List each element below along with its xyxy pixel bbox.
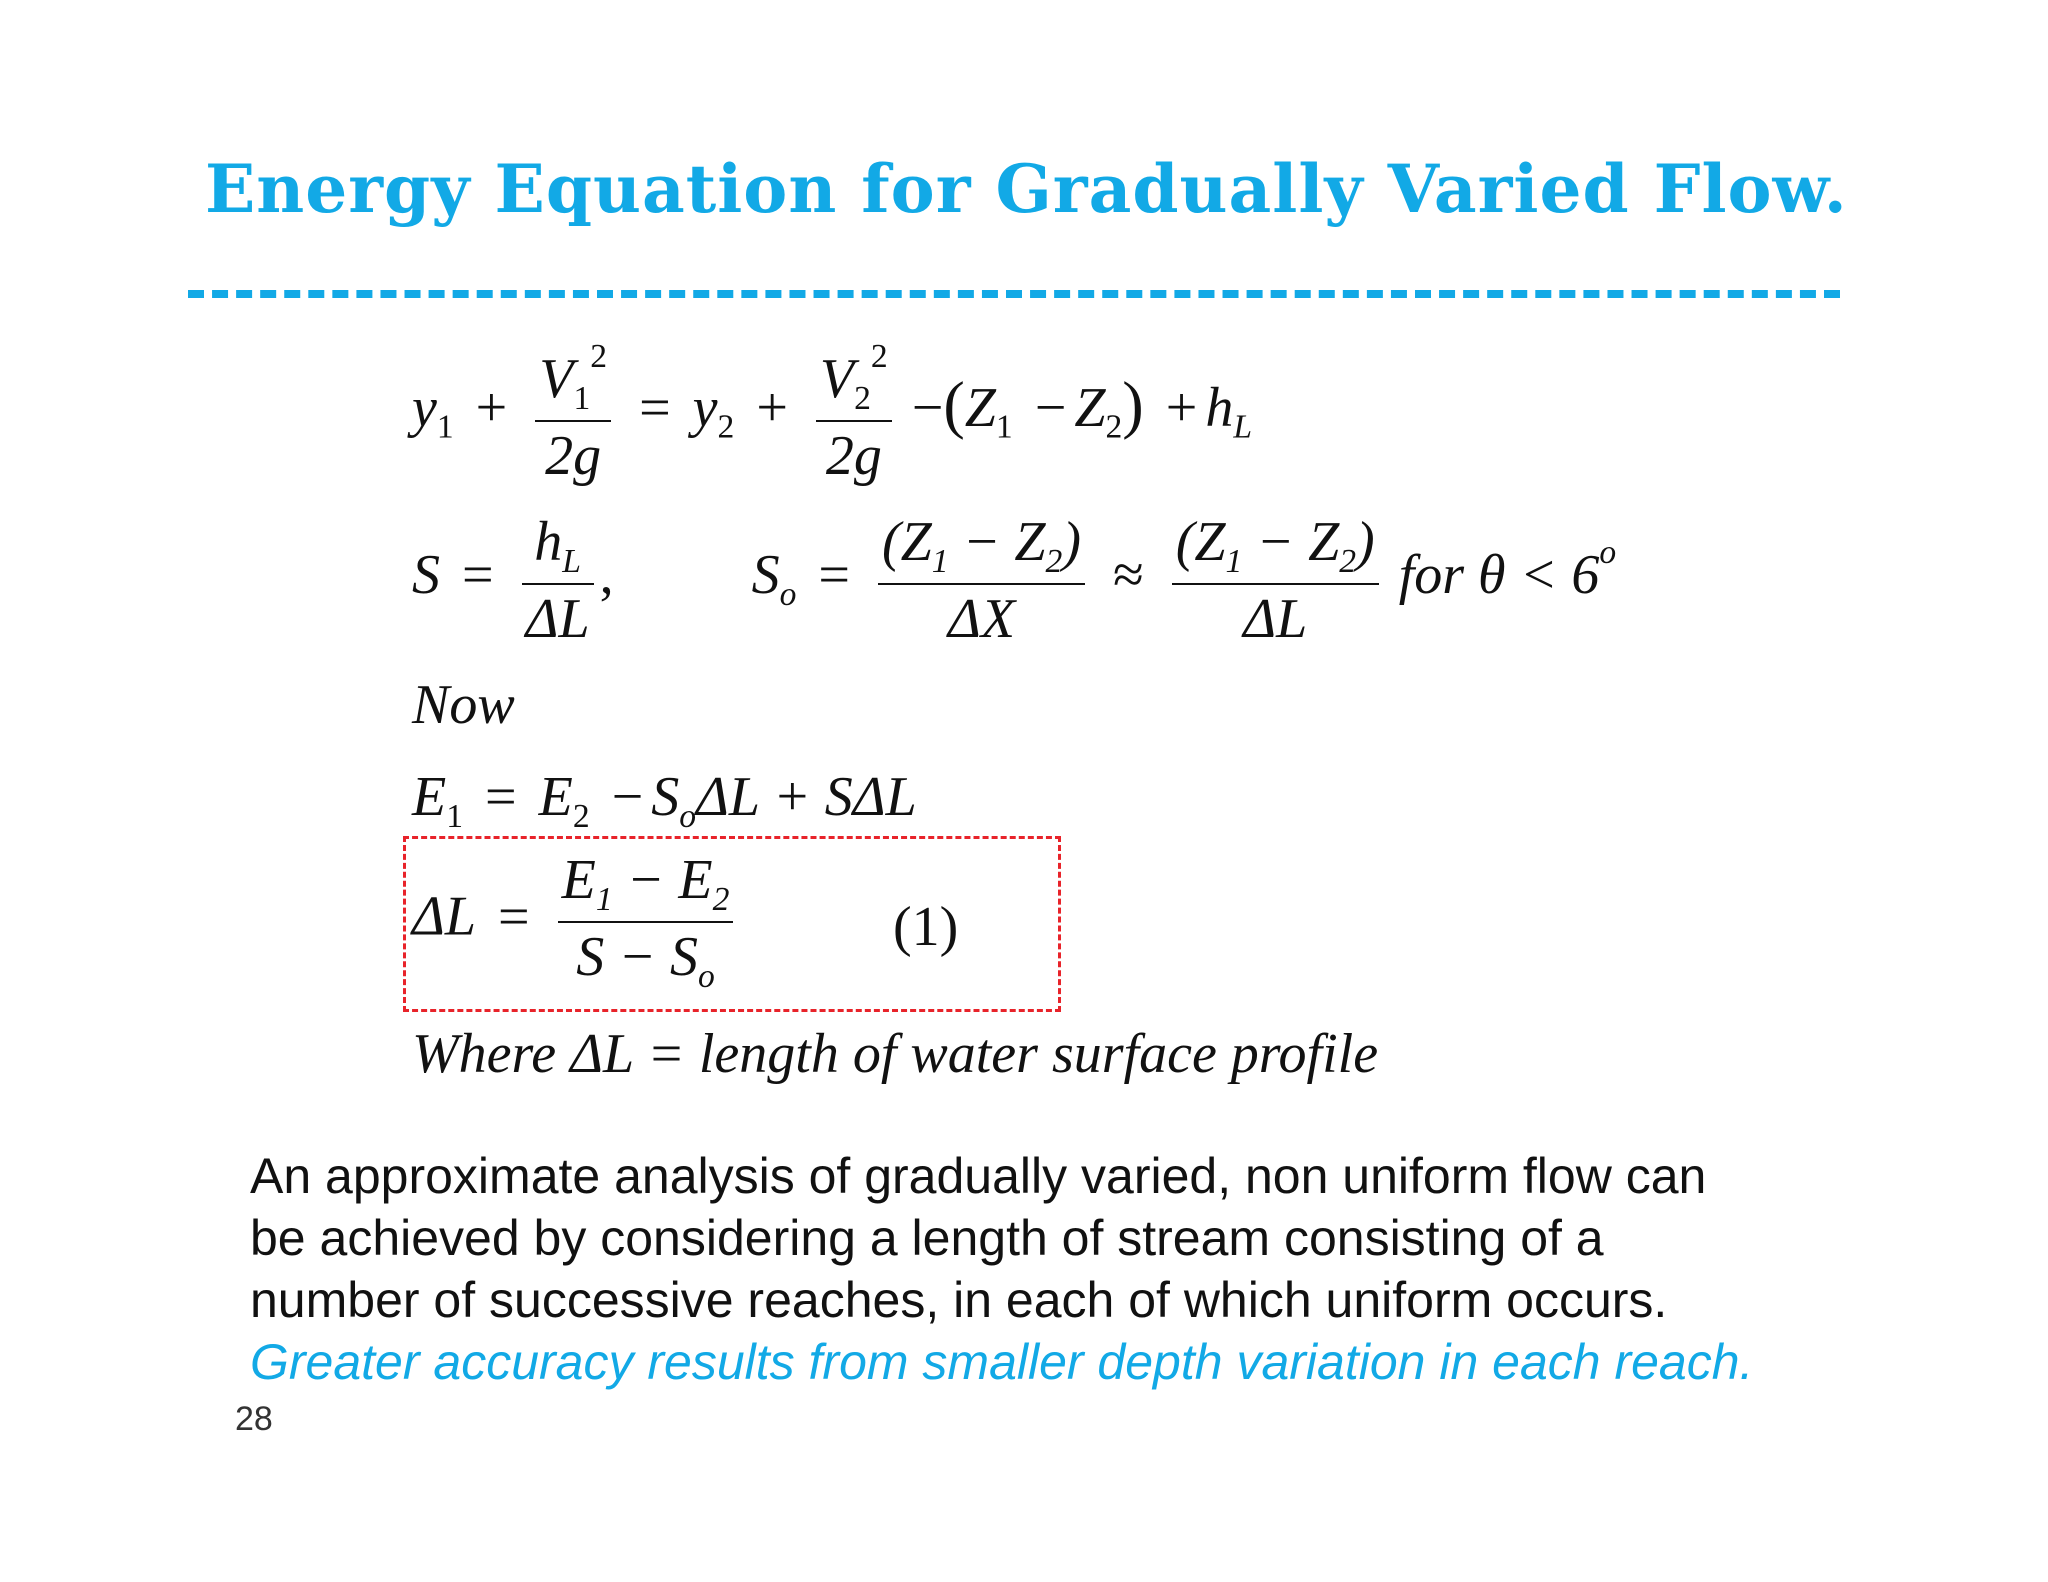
paragraph-line-3: number of successive reaches, in each of which uniform occurs. bbox=[250, 1272, 1668, 1328]
so-3: S bbox=[651, 766, 680, 828]
v2-denominator: 2g bbox=[825, 424, 882, 487]
reach-length-fraction bbox=[558, 848, 734, 996]
so: S bbox=[751, 544, 780, 607]
num-e1: E bbox=[561, 849, 596, 911]
z2: Z bbox=[1074, 376, 1106, 439]
hl-num-sub: L bbox=[562, 542, 581, 580]
plus-1: + bbox=[475, 376, 508, 439]
v2-fraction bbox=[816, 338, 892, 488]
paragraph-line-2: be achieved by considering a length of stream consisting of a bbox=[250, 1210, 1604, 1266]
approx: ≈ bbox=[1112, 544, 1144, 607]
page-number: 28 bbox=[235, 1400, 273, 1438]
explanation-paragraph bbox=[250, 1145, 1850, 1393]
plus-3: + bbox=[1165, 376, 1198, 439]
z-num-1-sub: 1 bbox=[931, 542, 949, 580]
plus-2: + bbox=[756, 376, 788, 439]
v1-denominator: 2g bbox=[545, 424, 602, 487]
hl-num: h bbox=[534, 511, 563, 573]
v1-fraction bbox=[535, 338, 611, 488]
z1: Z bbox=[964, 376, 996, 439]
slide-title: Energy Equation for Gradually Varied Flow. bbox=[205, 150, 1848, 228]
minus-1: − bbox=[911, 376, 944, 439]
hl-sub: L bbox=[1233, 408, 1252, 446]
y1: y bbox=[412, 376, 437, 439]
y2-sub: 2 bbox=[717, 408, 735, 446]
z-num-mid: − Z bbox=[948, 511, 1046, 573]
now-label: Now bbox=[412, 674, 515, 736]
dl-lhs: ΔL bbox=[412, 885, 477, 948]
equals-1: = bbox=[639, 376, 671, 439]
slope-equations bbox=[412, 510, 1616, 651]
z1-sub: 1 bbox=[995, 408, 1013, 446]
angle-condition: for θ < 6 bbox=[1398, 544, 1600, 607]
paren-close: ) bbox=[1122, 368, 1144, 440]
z-num-close-b: ) bbox=[1356, 511, 1375, 573]
v2-sub: 2 bbox=[854, 379, 871, 417]
minus-3: − bbox=[611, 766, 644, 828]
z-num-2b-sub: 2 bbox=[1339, 542, 1357, 580]
num-e1-sub: 1 bbox=[595, 880, 613, 918]
z-num-1: (Z bbox=[882, 511, 932, 573]
z-num-2-sub: 2 bbox=[1045, 542, 1063, 580]
e2: E bbox=[538, 766, 573, 828]
den-minus: − bbox=[604, 925, 671, 988]
den-so: S bbox=[670, 925, 699, 988]
dl-den: ΔL bbox=[525, 587, 590, 650]
reach-length-equation bbox=[412, 848, 739, 996]
v1-sub: 1 bbox=[573, 379, 591, 417]
equals-3: = bbox=[818, 544, 850, 607]
friction-slope-fraction bbox=[522, 510, 594, 651]
equals-5: = bbox=[498, 885, 530, 948]
num-e2-sub: 2 bbox=[712, 880, 730, 918]
v2-sup: 2 bbox=[870, 338, 888, 375]
y2: y bbox=[692, 376, 718, 439]
den-s: S bbox=[576, 925, 605, 988]
y1-sub: 1 bbox=[436, 408, 454, 446]
z-num-1b-sub: 1 bbox=[1225, 542, 1243, 580]
equation-number: (1) bbox=[893, 896, 959, 958]
z-num-mid-b: − Z bbox=[1242, 511, 1340, 573]
paragraph-line-4-highlight: Greater accuracy results from smaller depth variation in each reach. bbox=[250, 1334, 1754, 1390]
equals-2: = bbox=[462, 544, 494, 607]
comma: , bbox=[599, 544, 614, 607]
z-num-1b: (Z bbox=[1175, 511, 1226, 573]
e2-sub: 2 bbox=[572, 797, 590, 835]
hl: h bbox=[1205, 376, 1234, 439]
dx-den: ΔX bbox=[947, 587, 1016, 650]
where-definition: Where ΔL = length of water surface profile bbox=[412, 1023, 1379, 1085]
minus-2: − bbox=[1034, 376, 1067, 439]
v2: V bbox=[819, 348, 855, 411]
paren-open: ( bbox=[943, 368, 965, 440]
angle-condition-sup: o bbox=[1599, 534, 1617, 571]
z-num-close: ) bbox=[1062, 511, 1081, 573]
v1-sup: 2 bbox=[590, 338, 608, 375]
z2-sub: 2 bbox=[1105, 408, 1123, 446]
s: S bbox=[412, 544, 440, 607]
energy-balance-equation bbox=[412, 765, 917, 836]
num-e2: E bbox=[678, 849, 713, 911]
dl-den-2: ΔL bbox=[1243, 587, 1308, 650]
eq3-rest: ΔL + SΔL bbox=[696, 766, 917, 828]
den-so-sub: o bbox=[698, 957, 715, 995]
title-divider bbox=[188, 290, 1840, 298]
energy-equation bbox=[412, 338, 1252, 488]
e1-sub: 1 bbox=[446, 797, 464, 835]
bed-slope-fraction-dl bbox=[1172, 510, 1379, 651]
e1: E bbox=[412, 766, 447, 828]
bed-slope-fraction-dx bbox=[878, 510, 1085, 651]
so-3-sub: o bbox=[679, 797, 697, 835]
v1: V bbox=[539, 348, 574, 411]
equals-4: = bbox=[485, 766, 517, 828]
so-sub: o bbox=[779, 575, 797, 613]
paragraph-line-1: An approximate analysis of gradually varied, non uniform flow can bbox=[250, 1148, 1707, 1204]
num-minus: − bbox=[612, 849, 679, 911]
